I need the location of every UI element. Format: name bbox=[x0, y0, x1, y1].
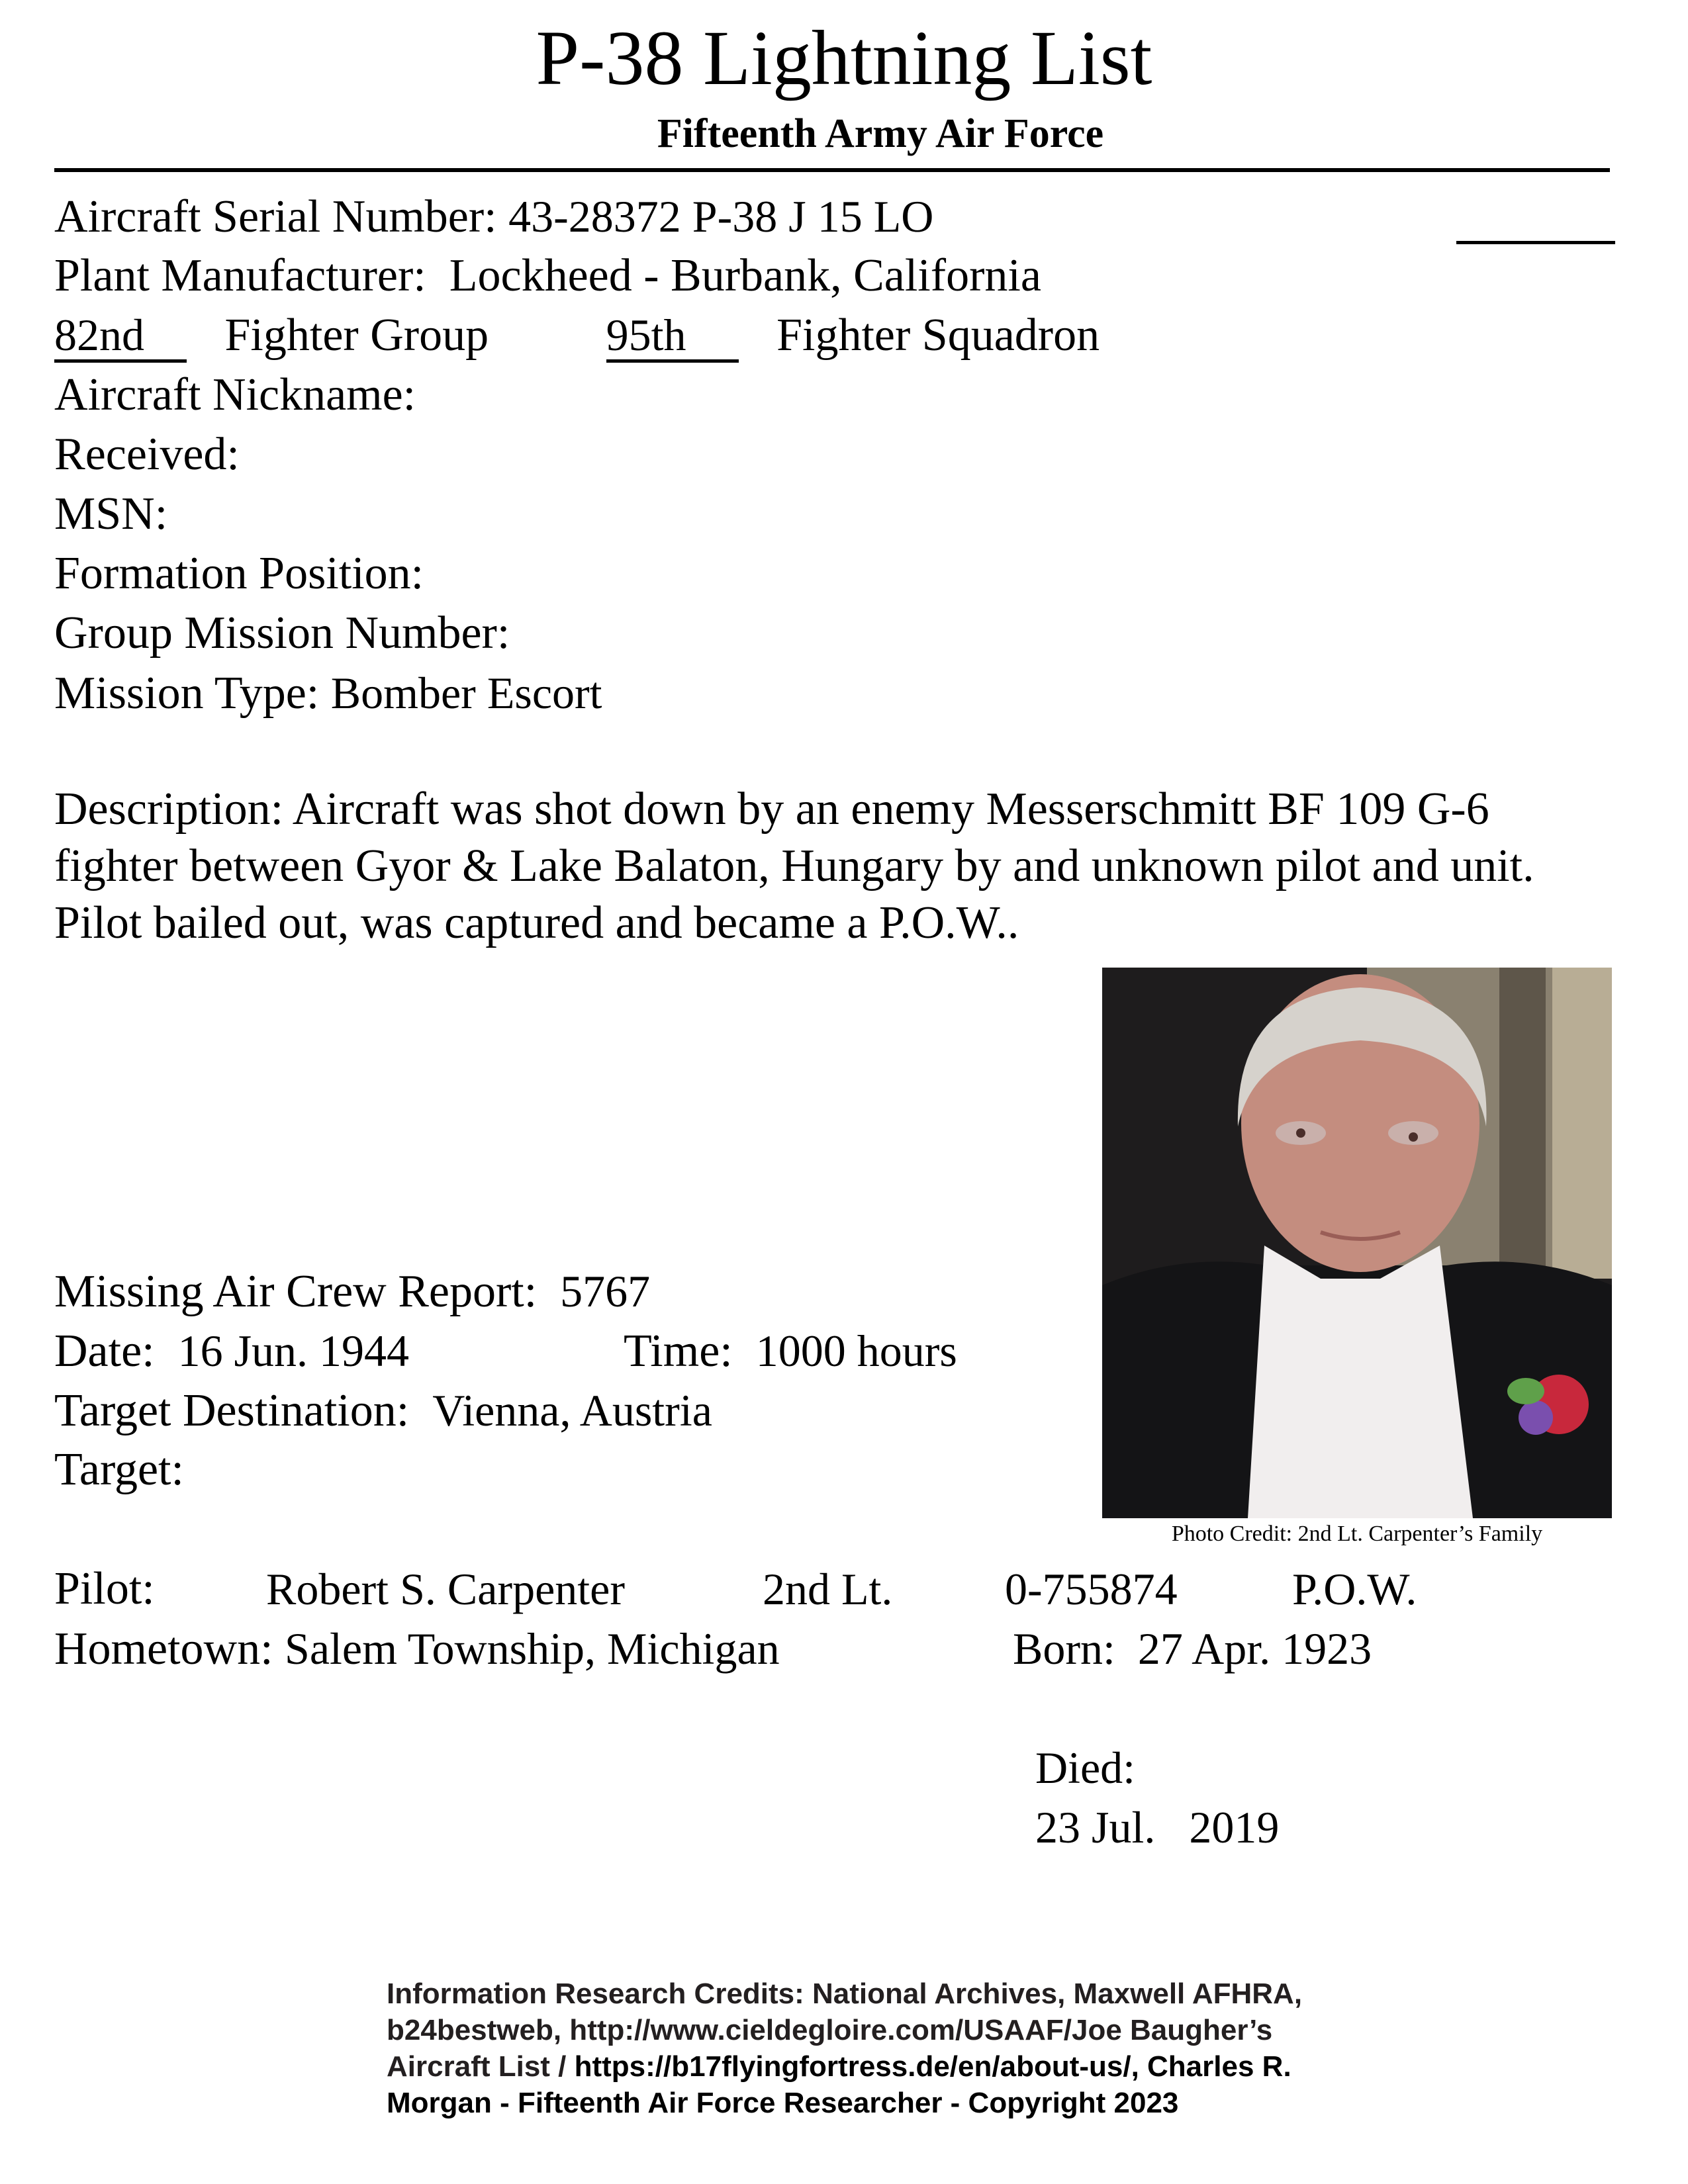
died-row bbox=[1013, 1678, 1279, 1857]
time-label: Time: bbox=[624, 1326, 733, 1377]
msn-label: MSN: bbox=[54, 488, 168, 539]
research-credits-part2: https://b17flyingfortress.de/en/about-us/, Charles R. Morgan - Fifteenth Air Force Researcher - Copyright 2023 bbox=[387, 2050, 1291, 2119]
page-subtitle: Fifteenth Army Air Force bbox=[657, 111, 1104, 156]
pilot-rank: 2nd Lt. bbox=[763, 1564, 893, 1614]
manufacturer-row bbox=[54, 246, 1041, 306]
pilot-portrait-image bbox=[1102, 968, 1612, 1518]
fighter-group-value: 82nd bbox=[54, 310, 187, 363]
date-value: 16 Jun. 1944 bbox=[177, 1326, 410, 1376]
macr-row bbox=[54, 1261, 650, 1322]
pilot-serial-number: 0-755874 bbox=[1005, 1564, 1178, 1614]
pilot-status: P.O.W. bbox=[1292, 1564, 1417, 1614]
pilot-label: Pilot: bbox=[54, 1563, 155, 1614]
serial-number-value: 43-28372 P-38 J 15 LO bbox=[508, 191, 934, 242]
died-value: 23 Jul. 2019 bbox=[1035, 1802, 1280, 1852]
group-squadron-row bbox=[54, 306, 1100, 365]
header-divider bbox=[54, 168, 1610, 172]
target-destination-label: Target Destination: bbox=[54, 1385, 410, 1436]
date-row bbox=[54, 1321, 409, 1381]
fighter-squadron-label: Fighter Squadron bbox=[776, 310, 1100, 361]
page-title: P-38 Lightning List bbox=[536, 15, 1152, 101]
date-label: Date: bbox=[54, 1326, 155, 1377]
description-text: Aircraft was shot down by an enemy Messerschmitt BF 109 G-6 fighter between Gyor & Lake Balaton, Hungary by and unknown pilot and unit. Pilot bailed out, was captured and became a P.O.W.. bbox=[54, 784, 1534, 948]
description bbox=[54, 781, 1623, 952]
died-label: Died: bbox=[1035, 1743, 1136, 1793]
mission-type-row bbox=[54, 663, 602, 723]
description-label: Description: bbox=[54, 784, 284, 835]
mission-type-value: Bomber Escort bbox=[330, 668, 602, 718]
pilot-photo bbox=[1102, 968, 1612, 1518]
mission-type-label: Mission Type: bbox=[54, 668, 320, 719]
received-label: Received: bbox=[54, 429, 240, 480]
fighter-group-label: Fighter Group bbox=[224, 310, 489, 361]
formation-position-label: Formation Position: bbox=[54, 548, 424, 599]
target-destination-row bbox=[54, 1381, 712, 1441]
macr-value: 5767 bbox=[560, 1266, 651, 1316]
born-label: Born: bbox=[1013, 1623, 1115, 1674]
target-destination-value: Vienna, Austria bbox=[432, 1385, 712, 1435]
hometown-value: Salem Township, Michigan bbox=[285, 1623, 780, 1674]
time-value: 1000 hours bbox=[755, 1326, 957, 1376]
born-row bbox=[1013, 1619, 1372, 1678]
research-credits bbox=[387, 1976, 1366, 2121]
pilot-name: Robert S. Carpenter bbox=[266, 1564, 625, 1614]
group-mission-number-label: Group Mission Number: bbox=[54, 608, 510, 659]
hometown-row bbox=[54, 1619, 780, 1679]
time-row bbox=[624, 1321, 957, 1381]
target-label: Target: bbox=[54, 1444, 184, 1495]
manufacturer-label: Plant Manufacturer: bbox=[54, 250, 426, 301]
born-value: 27 Apr. 1923 bbox=[1137, 1623, 1372, 1674]
serial-number-row bbox=[54, 187, 933, 247]
photo-credit: Photo Credit: 2nd Lt. Carpenter’s Family bbox=[1171, 1522, 1543, 1546]
macr-label: Missing Air Crew Report: bbox=[54, 1266, 538, 1317]
nickname-label: Aircraft Nickname: bbox=[54, 369, 416, 420]
manufacturer-value: Lockheed - Burbank, California bbox=[449, 250, 1041, 301]
fighter-squadron-value: 95th bbox=[606, 310, 739, 363]
blank-field-line bbox=[1456, 241, 1615, 244]
serial-number-label: Aircraft Serial Number: bbox=[54, 191, 497, 242]
research-credits-part1: Information Research Credits: National Archives, Maxwell AFHRA, b24bestweb, http://www.cieldegloire.com/USAAF/Joe Baugher’s Aircraft List / bbox=[387, 1978, 1303, 2083]
hometown-label: Hometown: bbox=[54, 1623, 273, 1674]
